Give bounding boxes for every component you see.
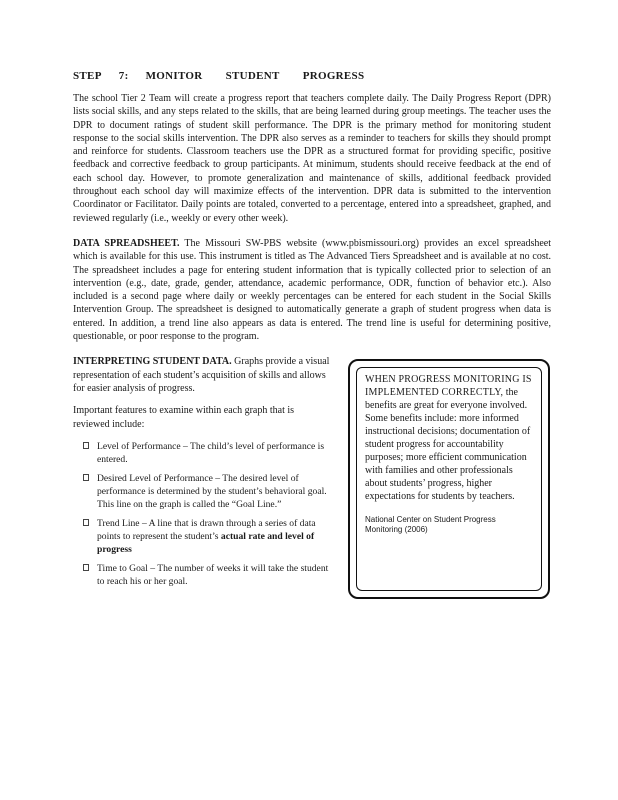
callout-body: the benefits are great for everyone involved. Some benefits include: more informed instructional decisions; documentation of student progress for accountability purposes; more efficient communication with families and other professionals about students’ progress, higher expectations for students by teachers.	[365, 387, 531, 502]
checkbox-bullet-icon	[83, 564, 89, 571]
callout-inner-border	[356, 367, 542, 591]
interpreting-column	[73, 355, 333, 593]
callout-caps: WHEN PROGRESS MONITORING IS IMPLEMENTED CORRECTLY,	[365, 374, 532, 399]
callout-text	[365, 374, 535, 503]
heading-word: 7:	[118, 70, 129, 82]
interpreting-text: Graphs provide a visual representation of each student’s acquisition of skills and allows for easier analysis of progress.	[73, 356, 330, 394]
list-item	[83, 440, 333, 466]
step-heading	[73, 70, 551, 82]
list-item-text: Level of Performance – The child’s level of performance is entered.	[97, 440, 325, 465]
interpreting-paragraph	[73, 355, 333, 395]
interpreting-lead: INTERPRETING STUDENT DATA.	[73, 356, 232, 368]
document-page	[73, 70, 551, 655]
features-list	[73, 440, 333, 588]
heading-word: STUDENT	[225, 70, 280, 82]
heading-word: PROGRESS	[302, 70, 365, 82]
heading-word: STEP	[73, 70, 102, 82]
spreadsheet-paragraph	[73, 237, 551, 343]
checkbox-bullet-icon	[83, 519, 89, 526]
features-intro: Important features to examine within each graph that is reviewed include:	[73, 405, 295, 430]
step-paragraph: The school Tier 2 Team will create a progress report that teachers complete daily. The Daily Progress Report (DPR) lists social skills, and any steps related to the skills, that are being learned during group meetings. The teacher uses the DPR to document ratings of student skill performance. The DPR is the primary method for monitoring student response to the social skills intervention. The DPR also serves as a reminder to teachers for skills they should prompt and reinforce for students. Classroom teachers use the DPR as a structured format for providing specific, positive feedback and corrective feedback to group participants. At minimum, students should receive feedback at the end of each school day. However, to promote generalization and maintenance of skills, additional feedback provided throughout each school day will maximize effects of the intervention. DPR data is submitted to the intervention Coordinator or Facilitator. Daily points are totaled, converted to a percentage, entered into a spreadsheet, graphed, and reviewed regularly (i.e., weekly or every other week).	[73, 93, 551, 224]
callout-citation: National Center on Student Progress Monitoring (2006)	[365, 515, 496, 535]
list-item	[83, 517, 333, 556]
checkbox-bullet-icon	[83, 474, 89, 481]
list-item-text: Trend Line – A line that is drawn through a series of data points to represent the student’s	[97, 517, 316, 542]
list-item	[83, 562, 333, 588]
spreadsheet-lead: DATA SPREADSHEET.	[73, 237, 180, 249]
callout-box	[348, 359, 550, 599]
list-item-text: Time to Goal – The number of weeks it will take the student to reach his or her goal.	[97, 562, 329, 587]
two-column-section	[73, 355, 551, 655]
heading-word: MONITOR	[145, 70, 203, 82]
list-item-text: Desired Level of Performance – The desired level of performance is determined by the student’s behavioral goal. This line on the graph is called the “Goal Line.”	[97, 472, 327, 510]
list-item	[83, 472, 333, 511]
list-item-bold-text: actual rate and level of progress	[97, 530, 315, 555]
checkbox-bullet-icon	[83, 442, 89, 449]
spreadsheet-text: The Missouri SW-PBS website (www.pbismissouri.org) provides an excel spreadsheet which is available for this use. This instrument is titled as The Advanced Tiers Spreadsheet and is available at no cost. The spreadsheet includes a page for entering student information that is typically collected prior to selection of an intervention (e.g., date, grade, gender, attendance, academic performance, ODR, function of behavior etc.). Also included is a second page where daily or weekly percentages can be entered for each student in the Social Skills Intervention Group. The spreadsheet is designed to automatically generate a graph of student progress when data is entered. In addition, a trend line also appears as data is entered. The trend line is useful for determining positive, questionable, or poor response to the program.	[73, 237, 551, 343]
